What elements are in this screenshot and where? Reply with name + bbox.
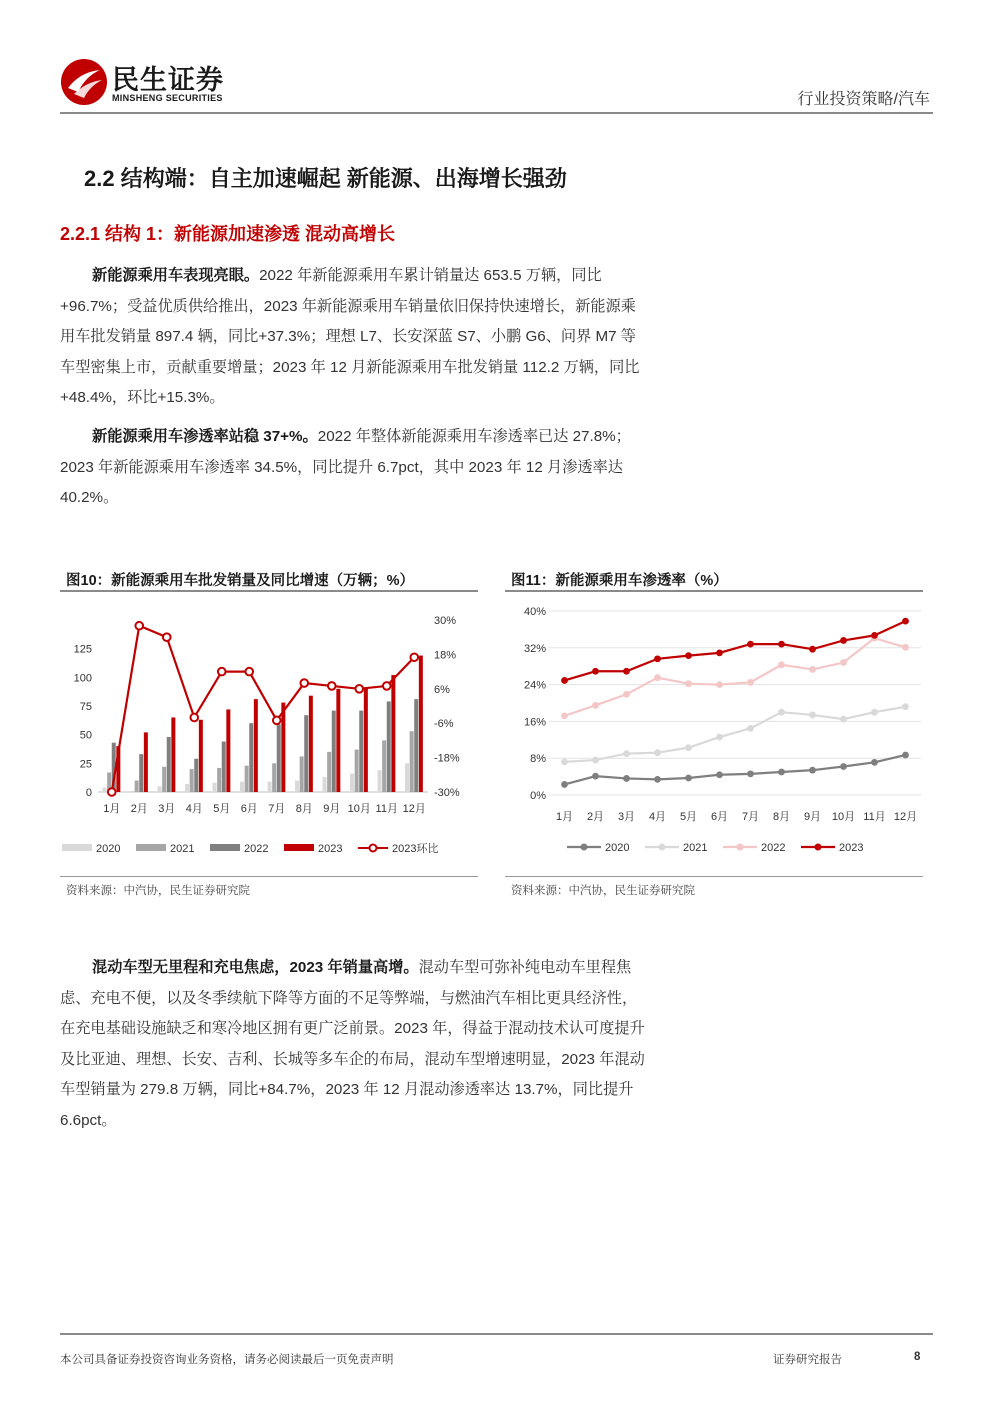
bar-2022 [304, 715, 308, 792]
subsection-title: 2.2.1 结构 1：新能源加速渗透 混动高增长 [60, 224, 396, 244]
bar-2023 [309, 696, 313, 792]
bar-2023 [391, 675, 395, 792]
figure-11-chart [505, 594, 923, 874]
point-2023 [654, 655, 661, 662]
figure-10-top-rule [60, 590, 478, 592]
report-category: 行业投资策略/汽车 [797, 91, 930, 108]
bar-2021 [327, 752, 331, 792]
footer-divider [60, 1333, 933, 1335]
bar-2020 [323, 777, 327, 792]
y-tick-label: 40% [523, 606, 546, 618]
y2-tick-label: -30% [434, 787, 460, 799]
bar-2020 [295, 781, 299, 792]
point-2023 [902, 618, 909, 625]
x-tick-label: 5月 [679, 811, 698, 823]
y-tick-label: 25 [79, 758, 92, 771]
point-2023-mom [135, 622, 143, 630]
paragraph-nev-sales [60, 261, 650, 414]
point-2023-mom [190, 714, 198, 722]
x-tick-label: 6月 [710, 811, 729, 823]
bar-2022 [139, 754, 143, 792]
line-2021 [565, 707, 906, 762]
point-2023-mom [163, 633, 171, 641]
bar-2020 [213, 783, 217, 792]
bar-2023 [199, 720, 203, 792]
point-2023-mom [410, 653, 418, 661]
bar-2021 [355, 750, 359, 792]
y2-tick-label: 18% [434, 649, 457, 662]
x-tick-label: 1月 [555, 811, 574, 823]
legend-label-2023-mom: 2023环比 [392, 843, 439, 855]
point-2023 [685, 652, 692, 659]
point-2021 [809, 712, 816, 719]
footer-disclaimer: 本公司具备证券投资咨询业务资格，请务必阅读最后一页免责声明 [60, 1354, 394, 1366]
point-2021 [561, 758, 568, 765]
bar-2022 [249, 723, 253, 792]
point-2021 [747, 725, 754, 732]
y2-tick-label: 30% [434, 615, 457, 627]
point-2023-mom [328, 682, 336, 690]
bar-2022 [359, 711, 363, 792]
point-2023 [561, 677, 568, 684]
point-2023-mom [300, 679, 308, 687]
x-tick-label: 7月 [268, 803, 286, 815]
bar-2022 [194, 759, 198, 792]
point-2023-mom [273, 717, 281, 725]
point-2021 [840, 716, 847, 723]
x-tick-label: 5月 [213, 803, 231, 815]
page-number: 8 [914, 1351, 921, 1363]
figure-10-bottom-rule [60, 876, 478, 877]
bar-2022 [387, 701, 391, 792]
bar-2020 [378, 770, 382, 792]
paragraph-body: 混动车型可弥补纯电动车里程焦虑、充电不便，以及冬季续航下降等方面的不足等弊端，与燃油汽车相比更具经济性，在充电基础设施缺乏和寒冷地区拥有更广泛前景。2023 年，得益于混动技术认可度提升及比亚迪、理想、长安、吉利、长城等多车企的布局，混动车型增速明显，2023 年混动车型销量为 279.8 万辆，同比+84.7%，2023 年 12 月混动渗透率达 13.7%，同比提升 6.6pct。 [60, 959, 645, 1129]
point-2021 [654, 749, 661, 756]
bar-2021 [162, 767, 166, 792]
point-2020 [902, 752, 909, 759]
point-2020 [685, 775, 692, 782]
y2-tick-label: 6% [434, 683, 450, 696]
x-tick-label: 10月 [831, 811, 856, 823]
point-2022 [778, 661, 785, 668]
figure-11-title: 图11：新能源乘用车渗透率（%） [511, 573, 728, 589]
header-divider [60, 112, 933, 114]
bar-2022 [277, 724, 281, 792]
legend-label-2022: 2022 [244, 843, 269, 855]
point-2022 [747, 679, 754, 686]
legend-marker-2021 [659, 844, 666, 851]
point-2022 [716, 681, 723, 688]
point-2023 [716, 649, 723, 656]
point-2023 [747, 641, 754, 648]
paragraph-hybrid [60, 953, 650, 1136]
bar-2021 [135, 781, 139, 792]
point-2020 [592, 773, 599, 780]
y-tick-label: 125 [73, 643, 92, 656]
point-2022 [902, 644, 909, 651]
point-2020 [778, 769, 785, 776]
point-2020 [716, 771, 723, 778]
x-tick-label: 12月 [402, 803, 426, 815]
bar-2021 [217, 768, 221, 792]
point-2022 [561, 712, 568, 719]
x-tick-label: 11月 [863, 811, 886, 823]
point-2023-mom [383, 682, 391, 690]
bar-2021 [382, 740, 386, 792]
figure-10-title: 图10：新能源乘用车批发销量及同比增速（万辆；%） [66, 573, 415, 589]
x-tick-label: 8月 [295, 803, 313, 815]
bar-2021 [272, 763, 276, 792]
point-2023 [778, 641, 785, 648]
bar-2020 [185, 784, 189, 792]
point-2023-mom [245, 668, 253, 676]
legend-swatch-2023 [284, 844, 314, 851]
bar-2022 [414, 699, 418, 792]
line-2023 [565, 621, 906, 680]
legend-label-2020: 2020 [605, 842, 630, 854]
bar-2022 [167, 737, 171, 792]
legend-label-2022: 2022 [761, 842, 786, 854]
bar-2023 [336, 689, 340, 792]
legend-marker-2022 [737, 844, 744, 851]
point-2022 [592, 702, 599, 709]
x-tick-label: 3月 [617, 811, 636, 823]
point-2021 [778, 709, 785, 716]
x-tick-label: 12月 [893, 811, 918, 823]
bar-2023 [364, 689, 368, 792]
x-tick-label: 1月 [103, 803, 121, 815]
x-tick-label: 7月 [741, 811, 760, 823]
bar-2020 [158, 786, 162, 792]
point-2022 [623, 691, 630, 698]
legend-marker-line [370, 845, 377, 852]
bar-2021 [245, 766, 249, 792]
point-2023-mom [355, 685, 363, 693]
bar-2020 [268, 782, 272, 792]
section-title: 2.2 结构端：自主加速崛起 新能源、出海增长强劲 [84, 166, 567, 191]
y-tick-label: 16% [523, 716, 546, 729]
bar-2023 [144, 732, 148, 792]
paragraph-nev-penetration [60, 422, 650, 514]
bar-2022 [222, 742, 226, 792]
y-tick-label: 24% [523, 679, 546, 692]
y-tick-label: 100 [73, 672, 92, 685]
logo-icon [60, 58, 108, 106]
legend-marker-2023 [815, 844, 822, 851]
bar-2020 [350, 774, 354, 792]
footer-report-type: 证券研究报告 [773, 1354, 842, 1366]
bar-2023 [419, 656, 423, 792]
bar-2023 [226, 709, 230, 792]
x-tick-label: 9月 [803, 811, 822, 823]
point-2020 [747, 770, 754, 777]
point-2020 [840, 763, 847, 770]
bar-2020 [130, 791, 134, 792]
paragraph-lead: 新能源乘用车渗透率站稳 37+%。 [92, 428, 318, 445]
legend-marker-2020 [581, 844, 588, 851]
bar-2023 [281, 703, 285, 792]
point-2021 [592, 757, 599, 764]
bar-2021 [300, 756, 304, 792]
point-2022 [685, 680, 692, 687]
point-2021 [902, 703, 909, 710]
x-tick-label: 8月 [772, 811, 791, 823]
bar-2020 [405, 763, 409, 792]
paragraph-lead: 新能源乘用车表现亮眼。 [92, 267, 260, 284]
point-2023-mom [218, 668, 226, 676]
bar-2020 [103, 787, 107, 792]
x-tick-label: 4月 [648, 811, 667, 823]
bar-2022 [332, 711, 336, 792]
point-2021 [716, 734, 723, 741]
line-2023-mom [112, 626, 415, 792]
point-2020 [561, 781, 568, 788]
legend-label-2021: 2021 [170, 843, 195, 855]
paragraph-lead: 混动车型无里程和充电焦虑，2023 年销量高增。 [92, 959, 419, 976]
x-tick-label: 3月 [158, 803, 176, 815]
point-2022 [809, 666, 816, 673]
bar-2020 [240, 782, 244, 792]
x-tick-label: 10月 [347, 803, 371, 815]
point-2020 [654, 776, 661, 783]
line-2020 [565, 755, 906, 784]
figure-11-source: 资料来源：中汽协，民生证券研究院 [511, 885, 695, 897]
point-2023 [840, 637, 847, 644]
legend-label-2023: 2023 [318, 843, 343, 855]
y-tick-label: 32% [523, 642, 546, 655]
point-2020 [871, 759, 878, 766]
y-tick-label: 0% [530, 790, 546, 802]
legend-label-2023: 2023 [839, 842, 864, 854]
x-tick-label: 9月 [323, 803, 341, 815]
logo-english-name: MINSHENG SECURITIES [112, 93, 223, 103]
legend-label-2020: 2020 [96, 843, 121, 855]
legend-swatch-2021 [136, 844, 166, 851]
x-tick-label: 6月 [240, 803, 258, 815]
point-2022 [840, 659, 847, 666]
point-2023 [871, 632, 878, 639]
paragraph-body: 2022 年新能源乘用车累计销量达 653.5 万辆，同比+96.7%；受益优质供给推出，2023 年新能源乘用车销量依旧保持快速增长，新能源乘用车批发销量 897.4 辆，同比+37.3%；理想 L7、长安深蓝 S7、小鹏 G6、问界 M7 等车型密集上市，贡献重要增量；2023 年 12 月新能源乘用车批发销量 112.2 万辆，同比+48.4%，环比+15.3%。 [60, 267, 640, 406]
x-tick-label: 2月 [130, 803, 148, 815]
logo-name: 民生证券 [112, 65, 224, 95]
point-2023-mom [108, 788, 116, 796]
legend-swatch-2022 [210, 844, 240, 851]
legend-label-2021: 2021 [683, 842, 708, 854]
paragraph-body: 2022 年整体新能源乘用车渗透率已达 27.8%；2023 年新能源乘用车渗透率 34.5%，同比提升 6.7pct，其中 2023 年 12 月渗透率达 40.2%。 [60, 428, 631, 506]
y-tick-label: 75 [79, 701, 92, 713]
bar-2023 [171, 717, 175, 792]
point-2023 [592, 668, 599, 675]
bar-2023 [254, 699, 258, 792]
line-2022 [565, 638, 906, 716]
point-2020 [809, 767, 816, 774]
y-tick-label: 0 [85, 787, 92, 799]
legend-swatch-2020 [62, 844, 92, 851]
bar-2021 [410, 731, 414, 792]
point-2020 [623, 775, 630, 782]
y2-tick-label: -6% [434, 718, 454, 731]
point-2021 [871, 709, 878, 716]
point-2021 [623, 750, 630, 757]
y-tick-label: 8% [530, 753, 546, 766]
point-2021 [685, 744, 692, 751]
figure-10-source: 资料来源：中汽协，民生证券研究院 [66, 885, 250, 897]
figure-10-chart [60, 594, 478, 874]
x-tick-label: 11月 [375, 803, 398, 815]
point-2023 [623, 668, 630, 675]
x-tick-label: 2月 [586, 811, 605, 823]
y-tick-label: 50 [79, 729, 92, 742]
figure-11-top-rule [505, 590, 923, 592]
y2-tick-label: -18% [434, 752, 460, 765]
x-tick-label: 4月 [185, 803, 203, 815]
point-2023 [809, 646, 816, 653]
figure-11-bottom-rule [505, 876, 923, 877]
point-2022 [654, 674, 661, 681]
bar-2021 [190, 769, 194, 792]
